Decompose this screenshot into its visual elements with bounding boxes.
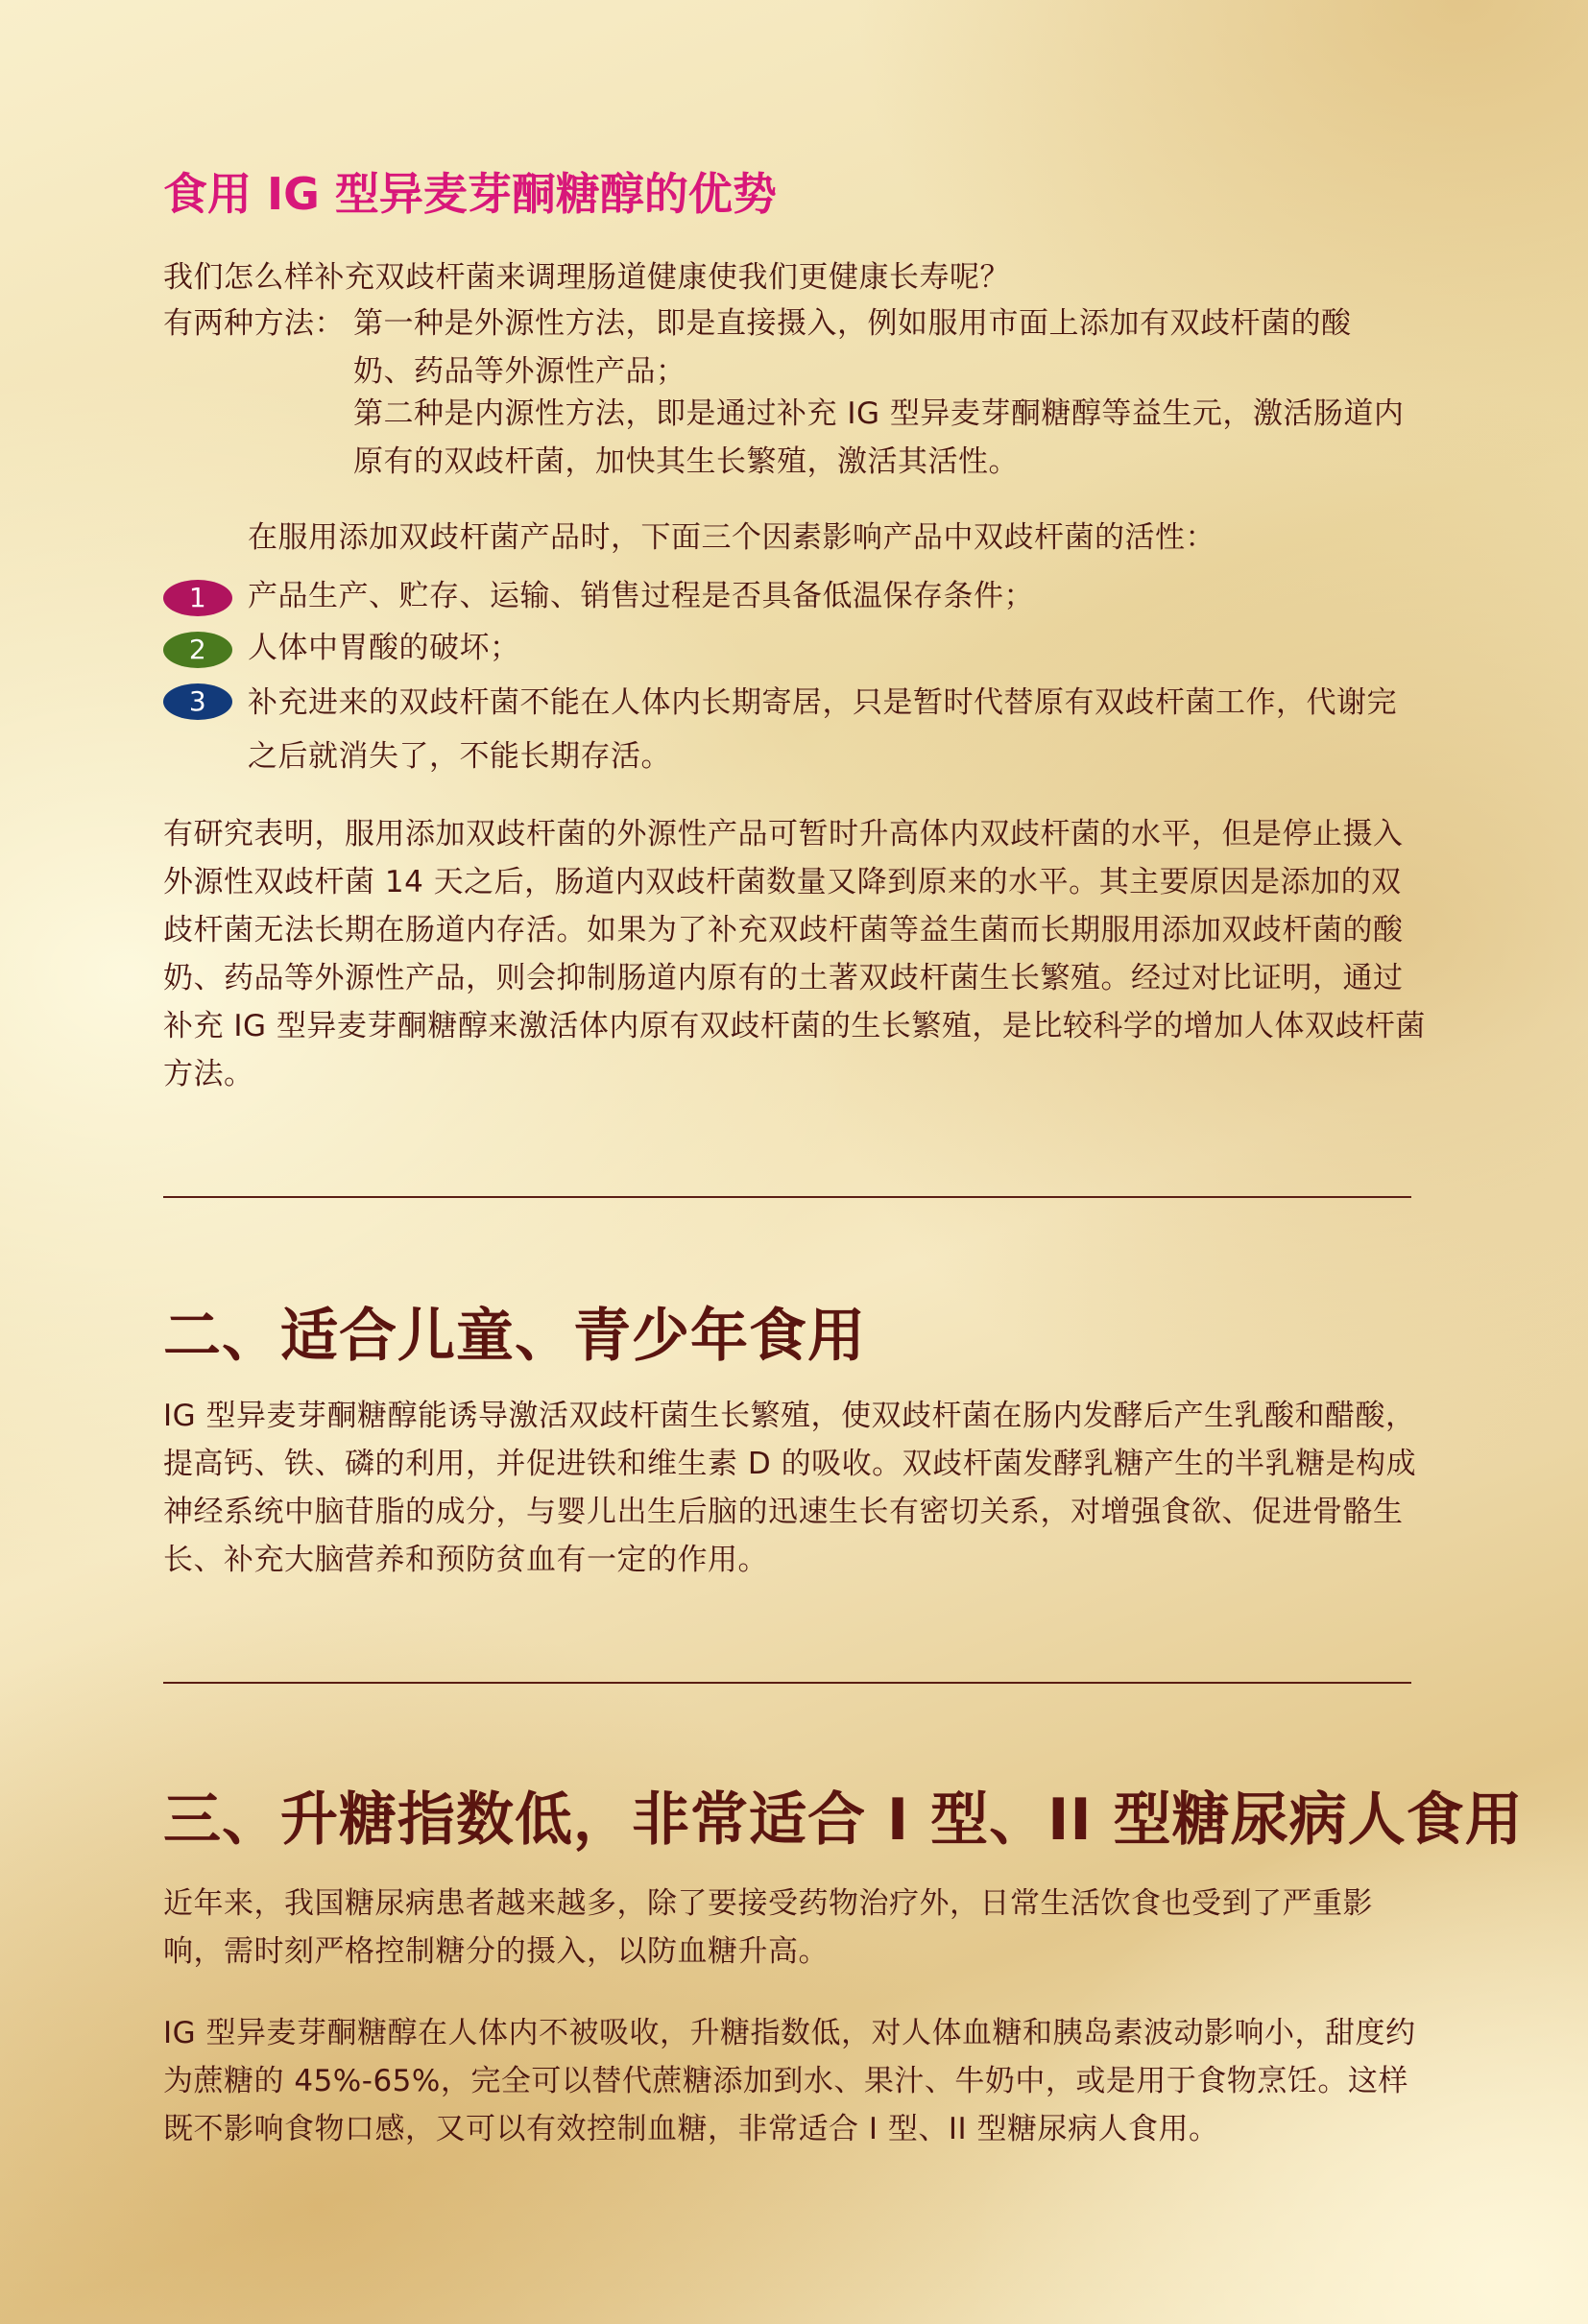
factor-item-3 [163,676,1421,781]
method-two: 第二种是内源性方法，即是通过补充 IG 型异麦芽酮糖醇等益生元，激活肠道内原有的双歧杆菌，加快其生长繁殖，激活其活性。 [353,396,1405,479]
section3-body-paragraph-1: 近年来，我国糖尿病患者越来越多，除了要接受药物治疗外，日常生活饮食也受到了严重影响，需时刻严格控制糖分的摄入，以防血糖升高。 [163,1886,1373,1969]
section3-title: 三、升糖指数低，非常适合 I 型、II 型糖尿病人食用 [163,1786,1524,1854]
method-one [353,299,1429,395]
number-badge-3: 3 [163,683,232,720]
factor-text-3: 补充进来的双歧杆菌不能在人体内长期寄居，只是暂时代替原有双歧杆菌工作，代谢完之后就消失了，不能长期存活。 [248,685,1397,774]
section-divider [163,1196,1411,1198]
number-badge-2: 2 [163,632,232,668]
section2-body: IG 型异麦芽酮糖醇能诱导激活双歧杆菌生长繁殖，使双歧杆菌在肠内发酵后产生乳酸和醋酸，提高钙、铁、磷的利用，并促进铁和维生素 D 的吸收。双歧杆菌发酵乳糖产生的半乳糖是构成神经系统中脑苷脂的成分，与婴儿出生后脑的迅速生长有密切关系，对增强食欲、促进骨骼生长、补充大脑营养和预防贫血有一定的作用。 [163,1399,1417,1577]
factors-intro: 在服用添加双歧杆菌产品时，下面三个因素影响产品中双歧杆菌的活性： [248,520,1215,555]
section-divider [163,1682,1411,1684]
factor-text-2: 人体中胃酸的破坏； [248,631,520,665]
method-one-line1: 第一种是外源性方法，即是直接摄入，例如服用市面上添加有双歧杆菌的酸 [353,306,1352,341]
research-paragraph: 有研究表明，服用添加双歧杆菌的外源性产品可暂时升高体内双歧杆菌的水平，但是停止摄入外源性双歧杆菌 14 天之后，肠道内双歧杆菌数量又降到原来的水平。其主要原因是添加的双歧杆菌无法长期在肠道内存活。如果为了补充双歧杆菌等益生菌而长期服用添加双歧杆菌的酸奶、药品等外源性产品，则会抑制肠道内原有的土著双歧杆菌生长繁殖。经过对比证明，通过补充 IG 型异麦芽酮糖醇来激活体内原有双歧杆菌的生长繁殖，是比较科学的增加人体双歧杆菌方法。 [163,817,1426,1091]
number-badge-1: 1 [163,580,232,616]
section2-title: 二、适合儿童、青少年食用 [163,1303,866,1370]
intro-question: 我们怎么样补充双歧杆菌来调理肠道健康使我们更健康长寿呢？ [163,260,1010,295]
method-label: 有两种方法： [163,306,345,341]
method-one-line2: 奶、药品等外源性产品； [353,354,686,389]
factor-text-1: 产品生产、贮存、运输、销售过程是否具备低温保存条件； [248,579,1034,613]
intro-title: 食用 IG 型异麦芽酮糖醇的优势 [163,168,777,220]
section3-body-paragraph-2: IG 型异麦芽酮糖醇在人体内不被吸收，升糖指数低，对人体血糖和胰岛素波动影响小，甜度约为蔗糖的 45%-65%，完全可以替代蔗糖添加到水、果汁、牛奶中，或是用于食物烹饪。这样既不影响食物口感，又可以有效控制血糖，非常适合 I 型、II 型糖尿病人食用。 [163,2016,1416,2146]
